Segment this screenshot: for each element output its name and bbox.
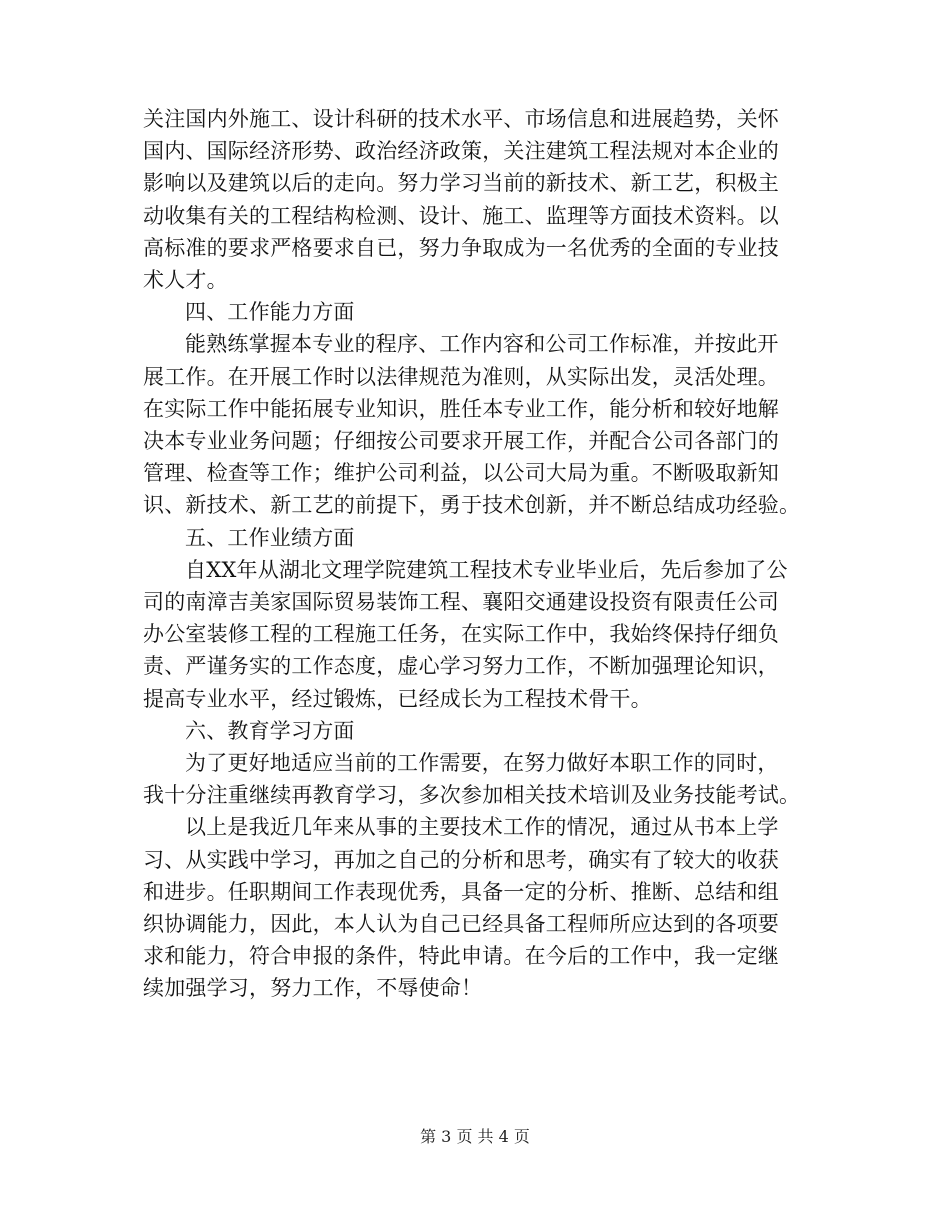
paragraph-education: 为了更好地适应当前的工作需要，在努力做好本职工作的同时， 我十分注重继续再教育学习，多次参加相关技术培训及业务技能考试。 <box>143 751 801 808</box>
paragraph-work-ability: 能熟练掌握本专业的程序、工作内容和公司工作标准，并按此开 展工作。在开展工作时以法律规范为准则，从实际出发，灵活处理。 在实际工作中能拓展专业知识，胜任本专业工作，能分析和较好地解 决本专业业务问题；仔细按公司要求开展工作，并配合公司各部门的 管理、检查等工作；维护公司利益，以公司大局为重。不断吸取新知 识、新技术、新工艺的前提下，勇于技术创新，并不断总结成功经验。 <box>143 332 801 518</box>
section-heading-work-ability: 四、工作能力方面 <box>185 300 355 325</box>
paragraph-industry-awareness: 关注国内外施工、设计科研的技术水平、市场信息和进展趋势，关怀 国内、国际经济形势、政治经济政策，关注建筑工程法规对本企业的 影响以及建筑以后的走向。努力学习当前的新技术、新工艺，积极主 动收集有关的工程结构检测、设计、施工、监理等方面技术资料。以 高标准的要求严格要求自已，努力争取成为一名优秀的全面的专业技 术人才。 <box>143 107 779 293</box>
paragraph-conclusion: 以上是我近几年来从事的主要技术工作的情况，通过从书本上学 习、从实践中学习，再加之自己的分析和思考，确实有了较大的收获 和进步。任职期间工作表现优秀，具备一定的分析、推断、总结和组 织协调能力，因此，本人认为自己已经具备工程师所应达到的各项要 求和能力，符合申报的条件，特此申请。在今后的工作中，我一定继 续加强学习，努力工作，不辱使命！ <box>143 815 779 1001</box>
section-heading-education: 六、教育学习方面 <box>185 718 355 743</box>
document-body <box>143 103 813 1005</box>
section-heading-work-performance: 五、工作业绩方面 <box>185 525 355 550</box>
page-number-footer: 第 3 页 共 4 页 <box>420 1127 530 1146</box>
paragraph-work-performance: 自XX年从湖北文理学院建筑工程技术专业毕业后，先后参加了公 司的南漳吉美家国际贸易装饰工程、襄阳交通建设投资有限责任公司 办公室装修工程的工程施工任务，在实际工作中，我始终保持仔细负 责、严谨务实的工作态度，虚心学习努力工作，不断加强理论知识， 提高专业水平，经过锻炼，已经成长为工程技术骨干。 <box>143 557 788 711</box>
